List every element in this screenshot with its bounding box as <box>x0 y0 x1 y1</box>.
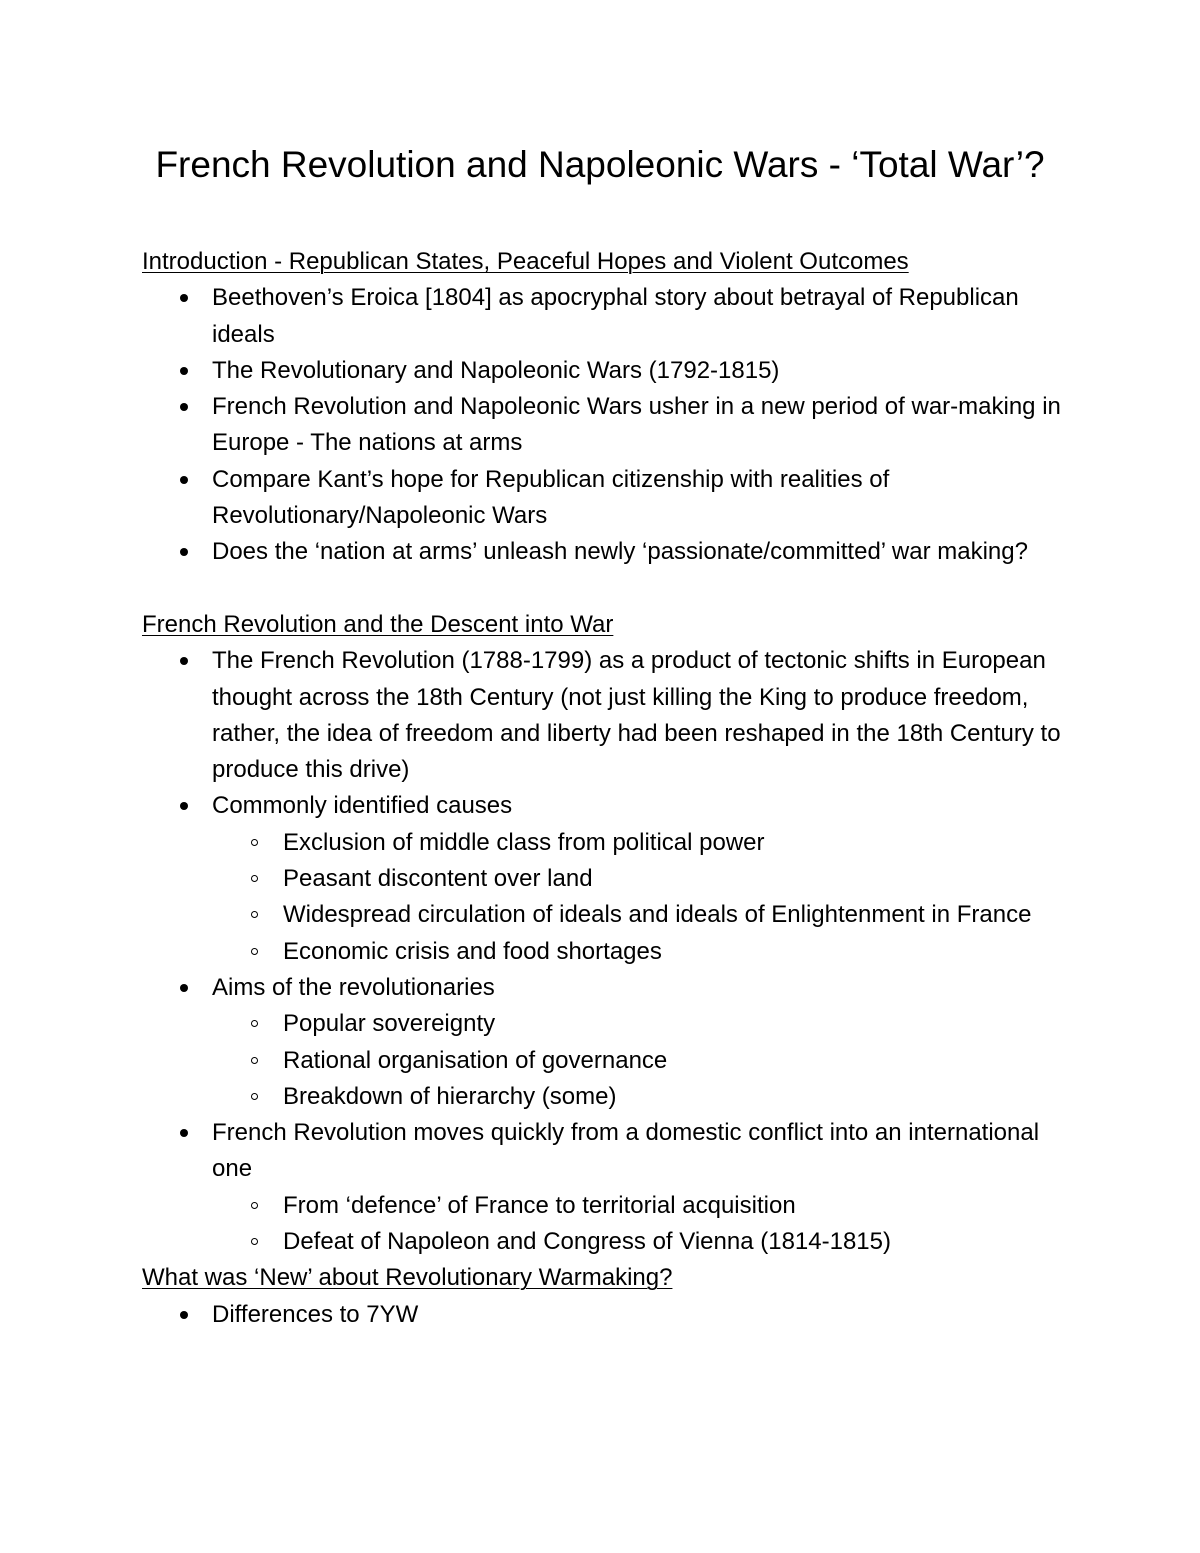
sub-list-item-text: Economic crisis and food shortages <box>283 937 662 965</box>
filled-bullet-icon <box>180 1129 188 1137</box>
list-item <box>212 1115 1062 1260</box>
list-item-text: Aims of the revolutionaries <box>212 973 495 1001</box>
sub-bullet-list <box>212 825 1062 970</box>
hollow-bullet-icon <box>251 911 258 918</box>
hollow-bullet-icon <box>251 1093 258 1100</box>
hollow-bullet-icon <box>251 1202 258 1209</box>
sub-list-item-text: Widespread circulation of ideals and ideals of Enlightenment in France <box>283 901 1032 929</box>
sub-bullet-list <box>212 1188 1062 1261</box>
list-item <box>212 280 1062 353</box>
bullet-list <box>142 1297 1062 1333</box>
sub-list-item <box>283 1224 1062 1260</box>
sub-list-item-text: Defeat of Napoleon and Congress of Vienna (1814-1815) <box>283 1228 891 1256</box>
list-item-text: Commonly identified causes <box>212 792 513 820</box>
filled-bullet-icon <box>180 657 188 665</box>
hollow-bullet-icon <box>251 839 258 846</box>
sub-list-item <box>283 825 1062 861</box>
hollow-bullet-icon <box>251 1057 258 1064</box>
filled-bullet-icon <box>180 1311 188 1319</box>
hollow-bullet-icon <box>251 875 258 882</box>
sub-list-item-text: From ‘defence’ of France to territorial acquisition <box>283 1191 796 1219</box>
sub-list-item-text: Rational organisation of governance <box>283 1046 668 1074</box>
list-item <box>212 643 1062 788</box>
filled-bullet-icon <box>180 403 188 411</box>
filled-bullet-icon <box>180 367 188 375</box>
list-item-text: Does the ‘nation at arms’ unleash newly ‘passionate/committed’ war making? <box>212 538 1028 566</box>
section-heading: Introduction - Republican States, Peaceful Hopes and Violent Outcomes <box>142 248 909 275</box>
sub-list-item-text: Popular sovereignty <box>283 1010 496 1038</box>
bullet-list <box>142 280 1062 570</box>
sub-list-item <box>283 934 1062 970</box>
list-item <box>212 534 1062 570</box>
section-descent-into-war <box>142 607 1062 1260</box>
document-title: French Revolution and Napoleonic Wars - ‘Total War’? <box>155 144 1045 185</box>
list-item-text: Differences to 7YW <box>212 1300 419 1328</box>
section-new-warmaking <box>142 1260 1062 1333</box>
list-item <box>212 353 1062 389</box>
sub-list-item <box>283 1079 1062 1115</box>
list-item <box>212 788 1062 969</box>
hollow-bullet-icon <box>251 1238 258 1245</box>
list-item <box>212 462 1062 535</box>
list-item-text: French Revolution and Napoleonic Wars usher in a new period of war-making in Europe - The nations at arms <box>212 393 1061 457</box>
bullet-list <box>142 643 1062 1260</box>
document-body <box>142 244 1062 1333</box>
section-introduction <box>142 244 1062 571</box>
sub-list-item-text: Exclusion of middle class from political power <box>283 828 765 856</box>
list-item-text: French Revolution moves quickly from a domestic conflict into an international one <box>212 1119 1040 1183</box>
filled-bullet-icon <box>180 548 188 556</box>
sub-list-item <box>283 1043 1062 1079</box>
list-item <box>212 1297 1062 1333</box>
list-item-text: The French Revolution (1788-1799) as a product of tectonic shifts in European thought across the 18th Century (not just killing the King to produce freedom, rather, the idea of freedom and liberty had been reshaped in the 18th Century to produce this drive) <box>212 647 1061 784</box>
hollow-bullet-icon <box>251 1020 258 1027</box>
hollow-bullet-icon <box>251 948 258 955</box>
blank-line <box>142 571 1062 607</box>
filled-bullet-icon <box>180 476 188 484</box>
filled-bullet-icon <box>180 294 188 302</box>
sub-list-item <box>283 897 1062 933</box>
sub-list-item-text: Breakdown of hierarchy (some) <box>283 1082 617 1110</box>
filled-bullet-icon <box>180 802 188 810</box>
sub-bullet-list <box>212 1006 1062 1115</box>
list-item-text: Beethoven’s Eroica [1804] as apocryphal story about betrayal of Republican ideals <box>212 284 1019 348</box>
list-item <box>212 970 1062 1115</box>
list-item-text: Compare Kant’s hope for Republican citizenship with realities of Revolutionary/Napoleonic Wars <box>212 465 890 530</box>
sub-list-item <box>283 1188 1062 1224</box>
section-heading: What was ‘New’ about Revolutionary Warmaking? <box>142 1264 673 1292</box>
filled-bullet-icon <box>180 984 188 992</box>
list-item-text: The Revolutionary and Napoleonic Wars (1792-1815) <box>212 356 780 384</box>
sub-list-item <box>283 1006 1062 1042</box>
sub-list-item <box>283 861 1062 897</box>
list-item <box>212 389 1062 462</box>
section-heading: French Revolution and the Descent into War <box>142 610 614 638</box>
sub-list-item-text: Peasant discontent over land <box>283 865 593 893</box>
